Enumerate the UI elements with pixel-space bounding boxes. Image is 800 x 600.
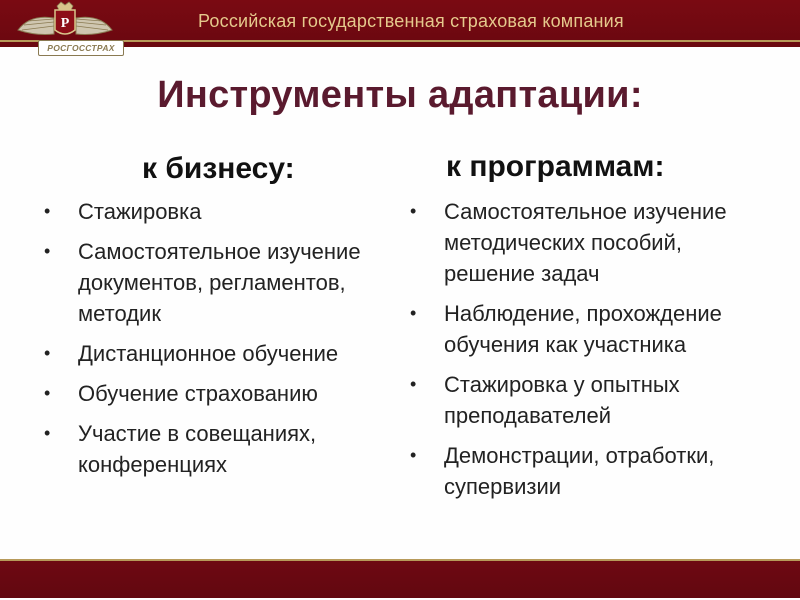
bullet-icon: • — [410, 445, 417, 465]
list-item — [410, 440, 770, 502]
list-item — [44, 196, 384, 227]
bullet-icon: • — [44, 383, 51, 403]
list-item-text: Наблюдение, прохождение обучения как участника — [444, 301, 722, 357]
list-item — [410, 196, 770, 289]
bullet-icon: • — [410, 201, 417, 221]
list-item-text: Стажировка у опытных преподавателей — [444, 372, 680, 428]
business-tools-list — [44, 196, 384, 489]
list-item — [44, 378, 384, 409]
list-item-text: Дистанционное обучение — [78, 341, 339, 366]
column-heading-business: к бизнесу: — [142, 152, 295, 185]
rosgosstrakh-logo — [10, 0, 120, 60]
list-item-text: Участие в совещаниях, конференциях — [78, 421, 317, 477]
list-item — [44, 418, 384, 480]
list-item-text: Самостоятельное изучение методических пособий, решение задач — [444, 199, 727, 286]
bullet-icon: • — [44, 201, 51, 221]
bullet-icon: • — [410, 374, 417, 394]
list-item-text: Демонстрации, отработки, супервизии — [444, 443, 715, 499]
list-item — [44, 236, 384, 329]
bullet-icon: • — [410, 303, 417, 323]
company-name: Российская государственная страховая компания — [198, 11, 624, 31]
logo-wordmark: РОСГОССТРАХ — [38, 40, 124, 56]
list-item-text: Стажировка — [78, 199, 202, 224]
footer-band — [0, 561, 800, 598]
list-item-text: Самостоятельное изучение документов, регламентов, методик — [78, 239, 361, 326]
bullet-icon: • — [44, 241, 51, 261]
list-item — [410, 298, 770, 360]
slide-title: Инструменты адаптации: — [157, 74, 643, 116]
list-item — [44, 338, 384, 369]
list-item — [410, 369, 770, 431]
svg-text:Р: Р — [60, 16, 70, 31]
list-item-text: Обучение страхованию — [78, 381, 318, 406]
bullet-icon: • — [44, 423, 51, 443]
program-tools-list — [410, 196, 770, 511]
column-heading-programs: к программам: — [446, 150, 665, 183]
bullet-icon: • — [44, 343, 51, 363]
